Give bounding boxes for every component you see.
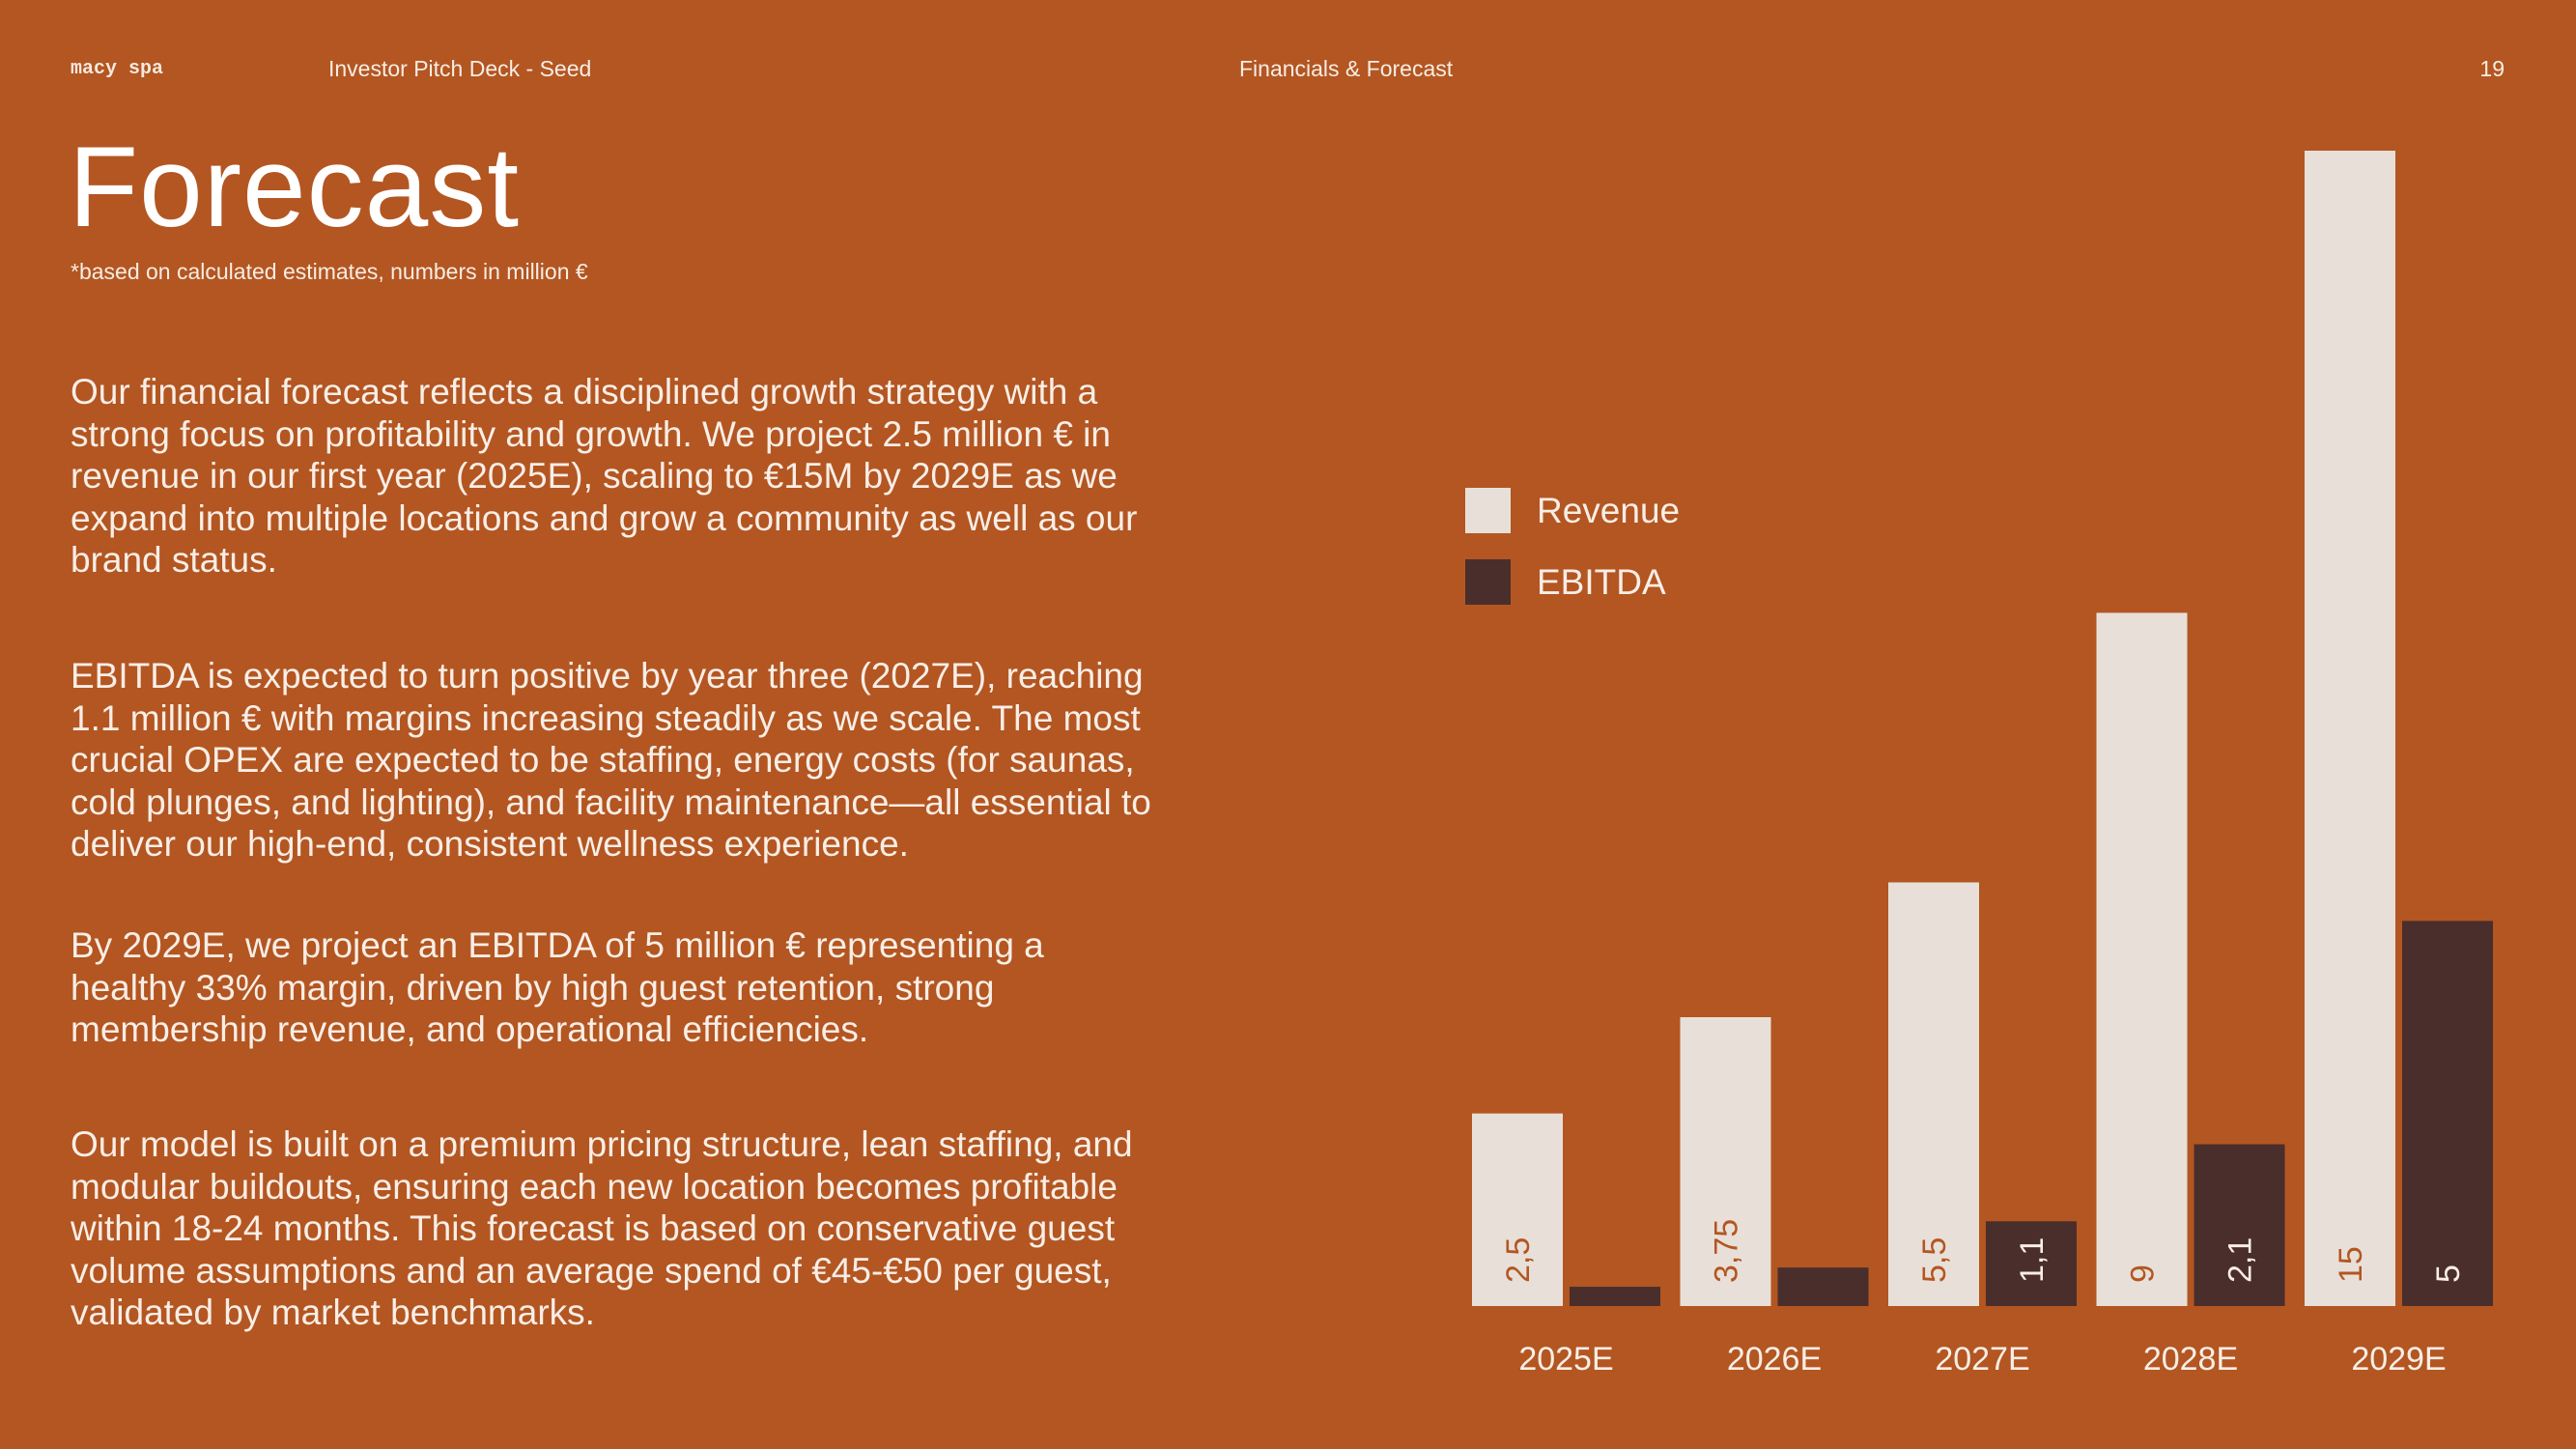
data-label-ebitda-2027E: 1,1 — [2014, 1236, 2051, 1283]
page-title: Forecast — [69, 124, 521, 251]
legend-swatch-ebitda — [1465, 559, 1511, 605]
deck-name: Investor Pitch Deck - Seed — [328, 56, 592, 81]
bar-ebitda-2026E — [1778, 1267, 1869, 1306]
bar-ebitda-2029E — [2402, 921, 2493, 1306]
paragraph-model: Our model is built on a premium pricing structure, lean staffing, and modular buildouts, ensuring each new location becomes profitable within 18-24 months. This forecast is based on conservative guest volume assumptions and an average spend of €45-€50 per guest, validated by market benchmarks. — [71, 1124, 1133, 1332]
data-label-revenue-2025E: 2,5 — [1500, 1236, 1537, 1283]
paragraph-ebitda: EBITDA is expected to turn positive by year three (2027E), reaching 1.1 million € with margins increasing steadily as we scale. The most crucial OPEX are expected to be staffing, energy costs (for saunas, cold plunges, and lighting), and facility maintenance—all essential to deliver our high-end, consistent wellness experience. — [71, 656, 1151, 864]
x-tick-label-2029E: 2029E — [2351, 1341, 2447, 1378]
legend-swatch-revenue — [1465, 488, 1511, 533]
data-label-ebitda-2029E: 5 — [2430, 1264, 2467, 1283]
bar-revenue-2028E — [2097, 612, 2188, 1306]
data-label-revenue-2026E: 3,75 — [1708, 1218, 1745, 1283]
legend-label-ebitda: EBITDA — [1537, 562, 1666, 602]
paragraph-revenue: Our financial forecast reflects a disciplined growth strategy with a strong focus on profitability and growth. We project 2.5 million € in revenue in our first year (2025E), scaling to €15M by 2029E as we expand into multiple locations and grow a community as well as our brand status. — [71, 372, 1138, 580]
legend-label-revenue: Revenue — [1537, 491, 1681, 530]
data-label-revenue-2027E: 5,5 — [1916, 1236, 1953, 1283]
brand-logo: macy spa — [71, 58, 164, 80]
x-tick-label-2025E: 2025E — [1518, 1341, 1614, 1378]
x-tick-label-2027E: 2027E — [1935, 1341, 2030, 1378]
x-tick-label-2028E: 2028E — [2142, 1341, 2239, 1378]
paragraph-margin: By 2029E, we project an EBITDA of 5 million € representing a healthy 33% margin, driven by high guest retention, strong membership revenue, and operational efficiencies. — [71, 925, 1044, 1049]
data-label-revenue-2029E: 15 — [2333, 1246, 2369, 1283]
footnote: *based on calculated estimates, numbers in million € — [71, 259, 588, 284]
bar-revenue-2029E — [2305, 151, 2395, 1306]
data-label-ebitda-2028E: 2,1 — [2222, 1236, 2259, 1283]
data-label-revenue-2028E: 9 — [2124, 1264, 2162, 1283]
bar-ebitda-2025E — [1570, 1287, 1660, 1306]
page-number: 19 — [2479, 56, 2505, 81]
x-tick-label-2026E: 2026E — [1726, 1341, 1823, 1378]
section-name: Financials & Forecast — [1239, 56, 1454, 81]
